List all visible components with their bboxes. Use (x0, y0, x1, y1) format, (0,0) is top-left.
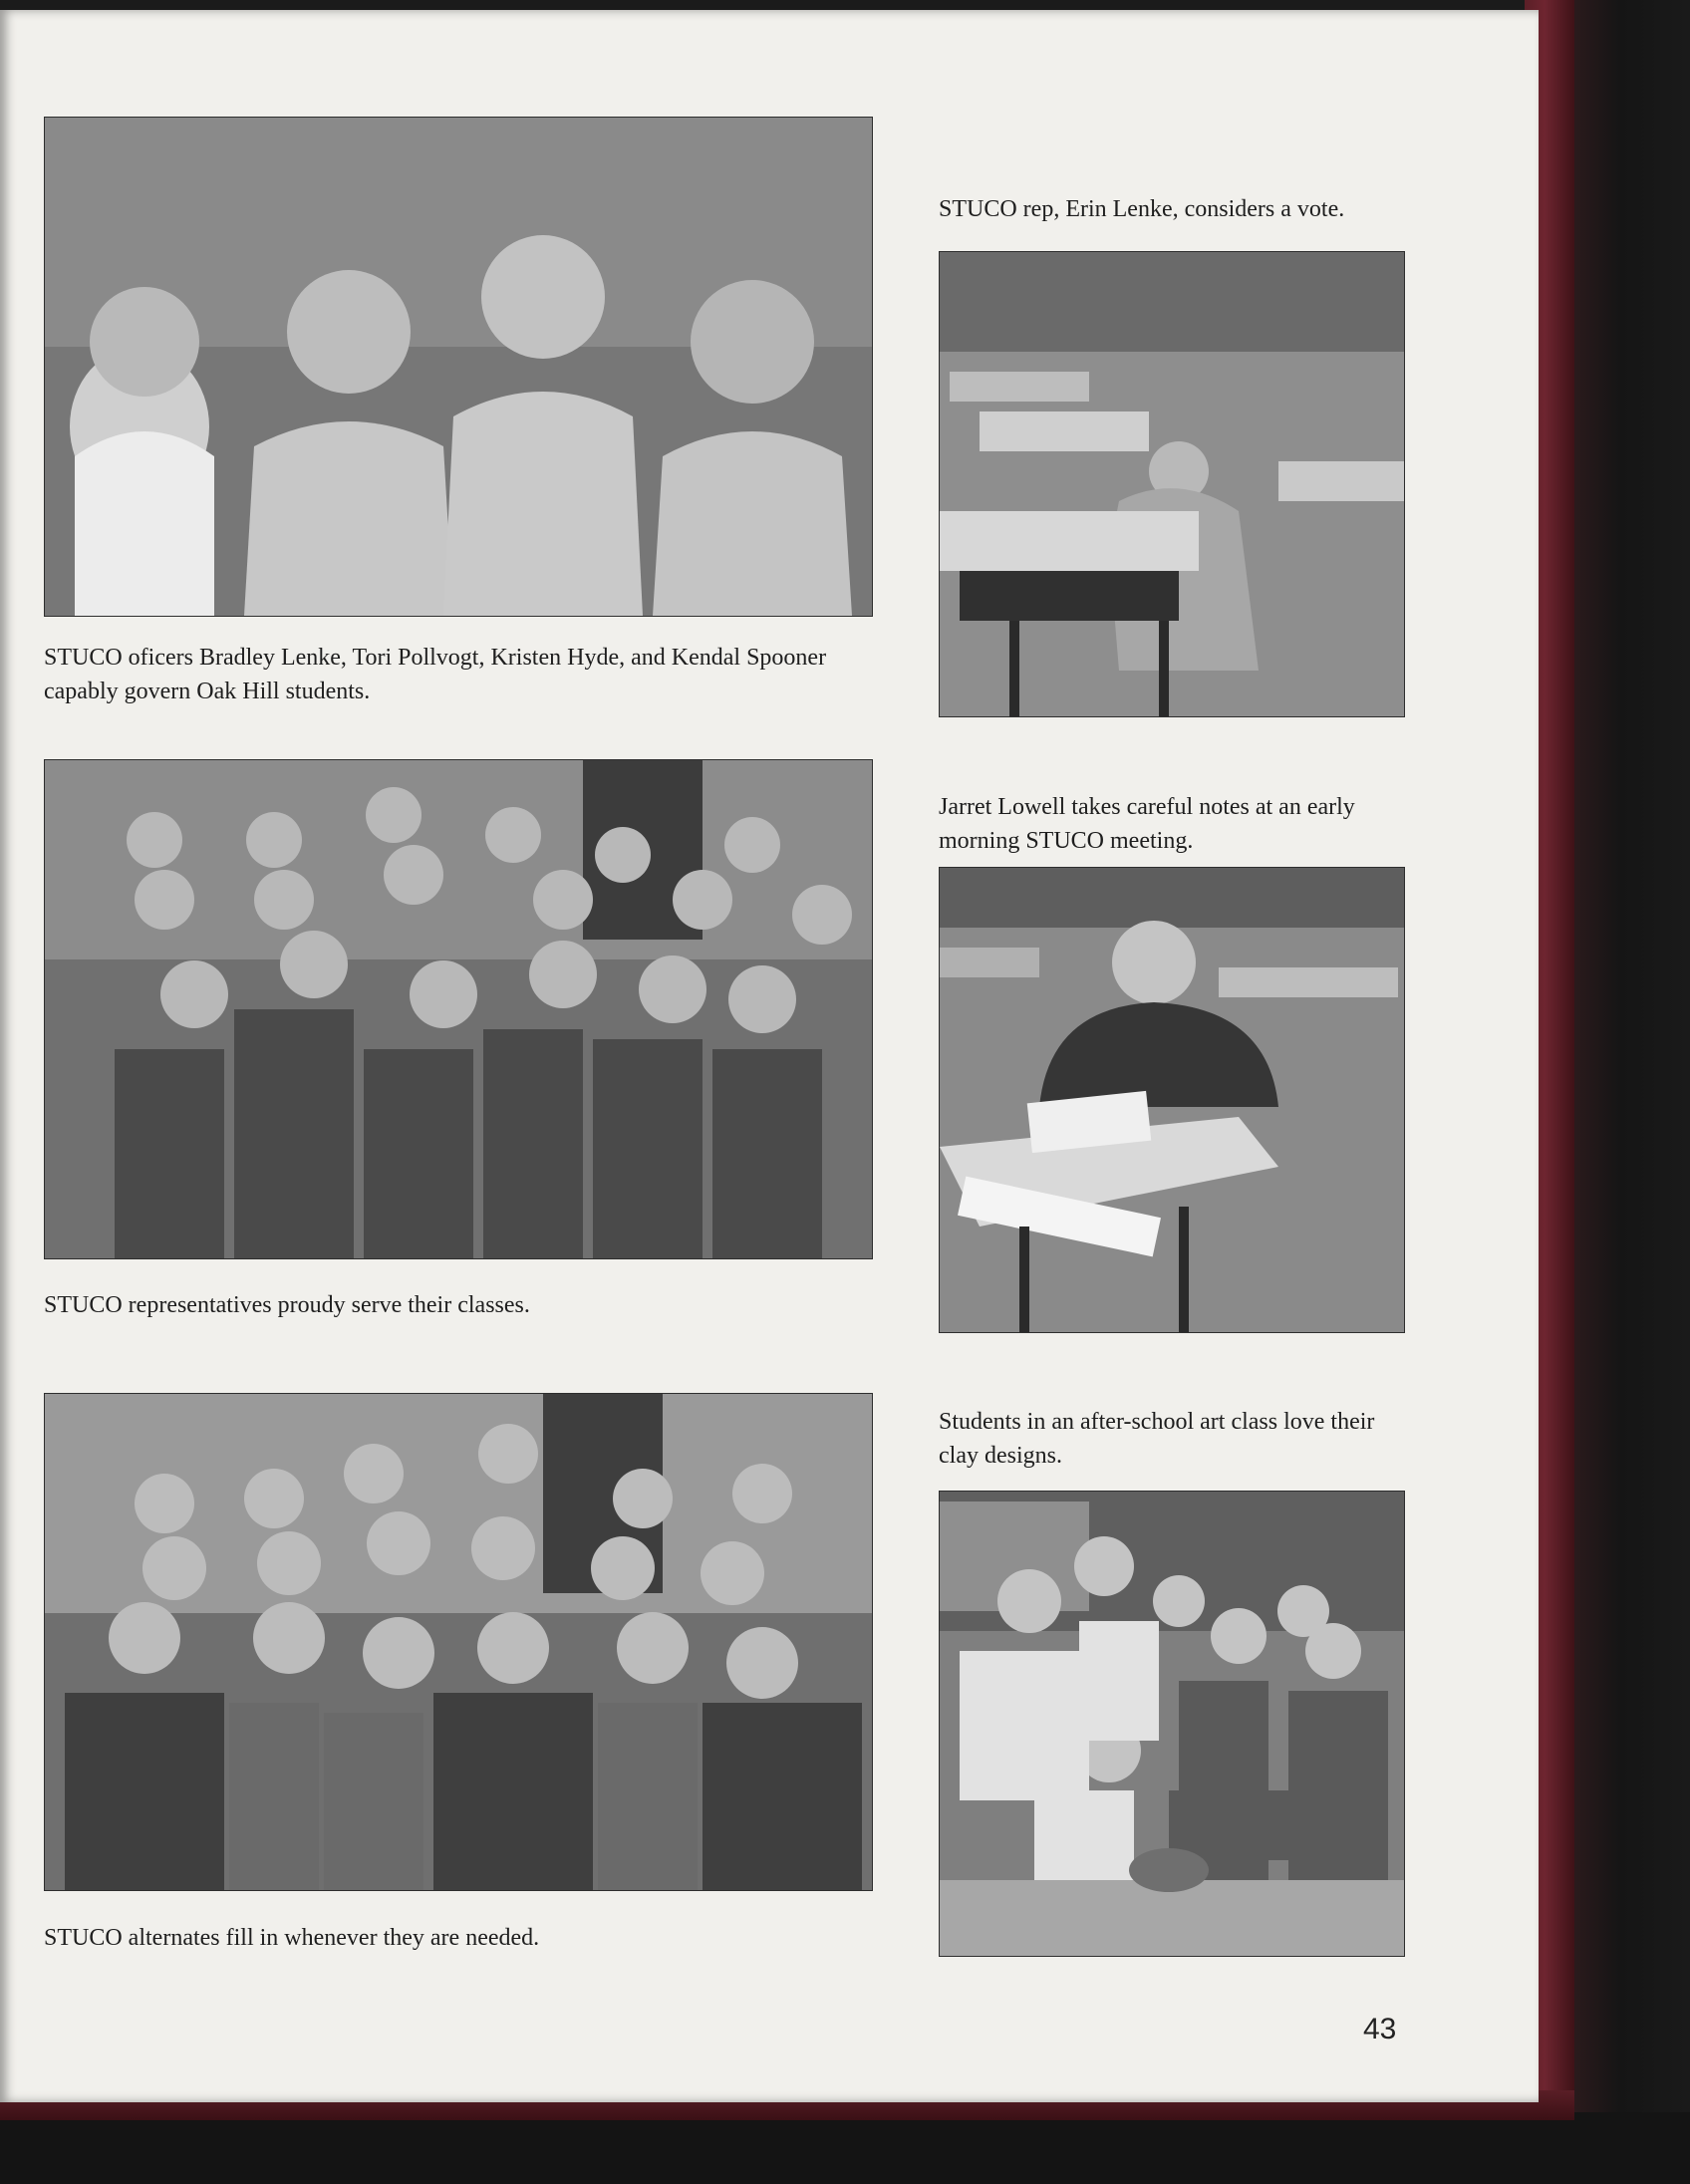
alternates-caption: STUCO alternates fill in whenever they are needed. (44, 1925, 540, 1951)
group-photo-illustration (45, 760, 872, 1258)
page-number: 43 (1363, 2013, 1397, 2046)
art-class-caption: Students in an after-school art class love their clay designs. (939, 1409, 1375, 1469)
jarret-lowell-photo (939, 867, 1405, 1333)
erin-lenke-caption: STUCO rep, Erin Lenke, considers a vote. (939, 196, 1345, 222)
scan-background-right (1574, 0, 1690, 2184)
erin-lenke-photo (939, 251, 1405, 717)
yearbook-page (0, 10, 1539, 2102)
scan-background-bottom (0, 2112, 1690, 2184)
representatives-photo (44, 759, 873, 1259)
classroom-photo-illustration (940, 252, 1404, 716)
group-photo-illustration (940, 1492, 1404, 1956)
classroom-photo-illustration (940, 868, 1404, 1332)
group-photo-illustration (45, 1394, 872, 1890)
jarret-lowell-caption: Jarret Lowell takes careful notes at an early morning STUCO meeting. (939, 794, 1355, 854)
art-class-photo (939, 1491, 1405, 1957)
officers-photo (44, 117, 873, 617)
alternates-photo (44, 1393, 873, 1891)
group-photo-illustration (45, 118, 872, 616)
representatives-caption: STUCO representatives proudy serve their classes. (44, 1292, 530, 1318)
officers-caption: STUCO oficers Bradley Lenke, Tori Pollvogt, Kristen Hyde, and Kendal Spooner capably govern Oak Hill students. (44, 645, 827, 704)
